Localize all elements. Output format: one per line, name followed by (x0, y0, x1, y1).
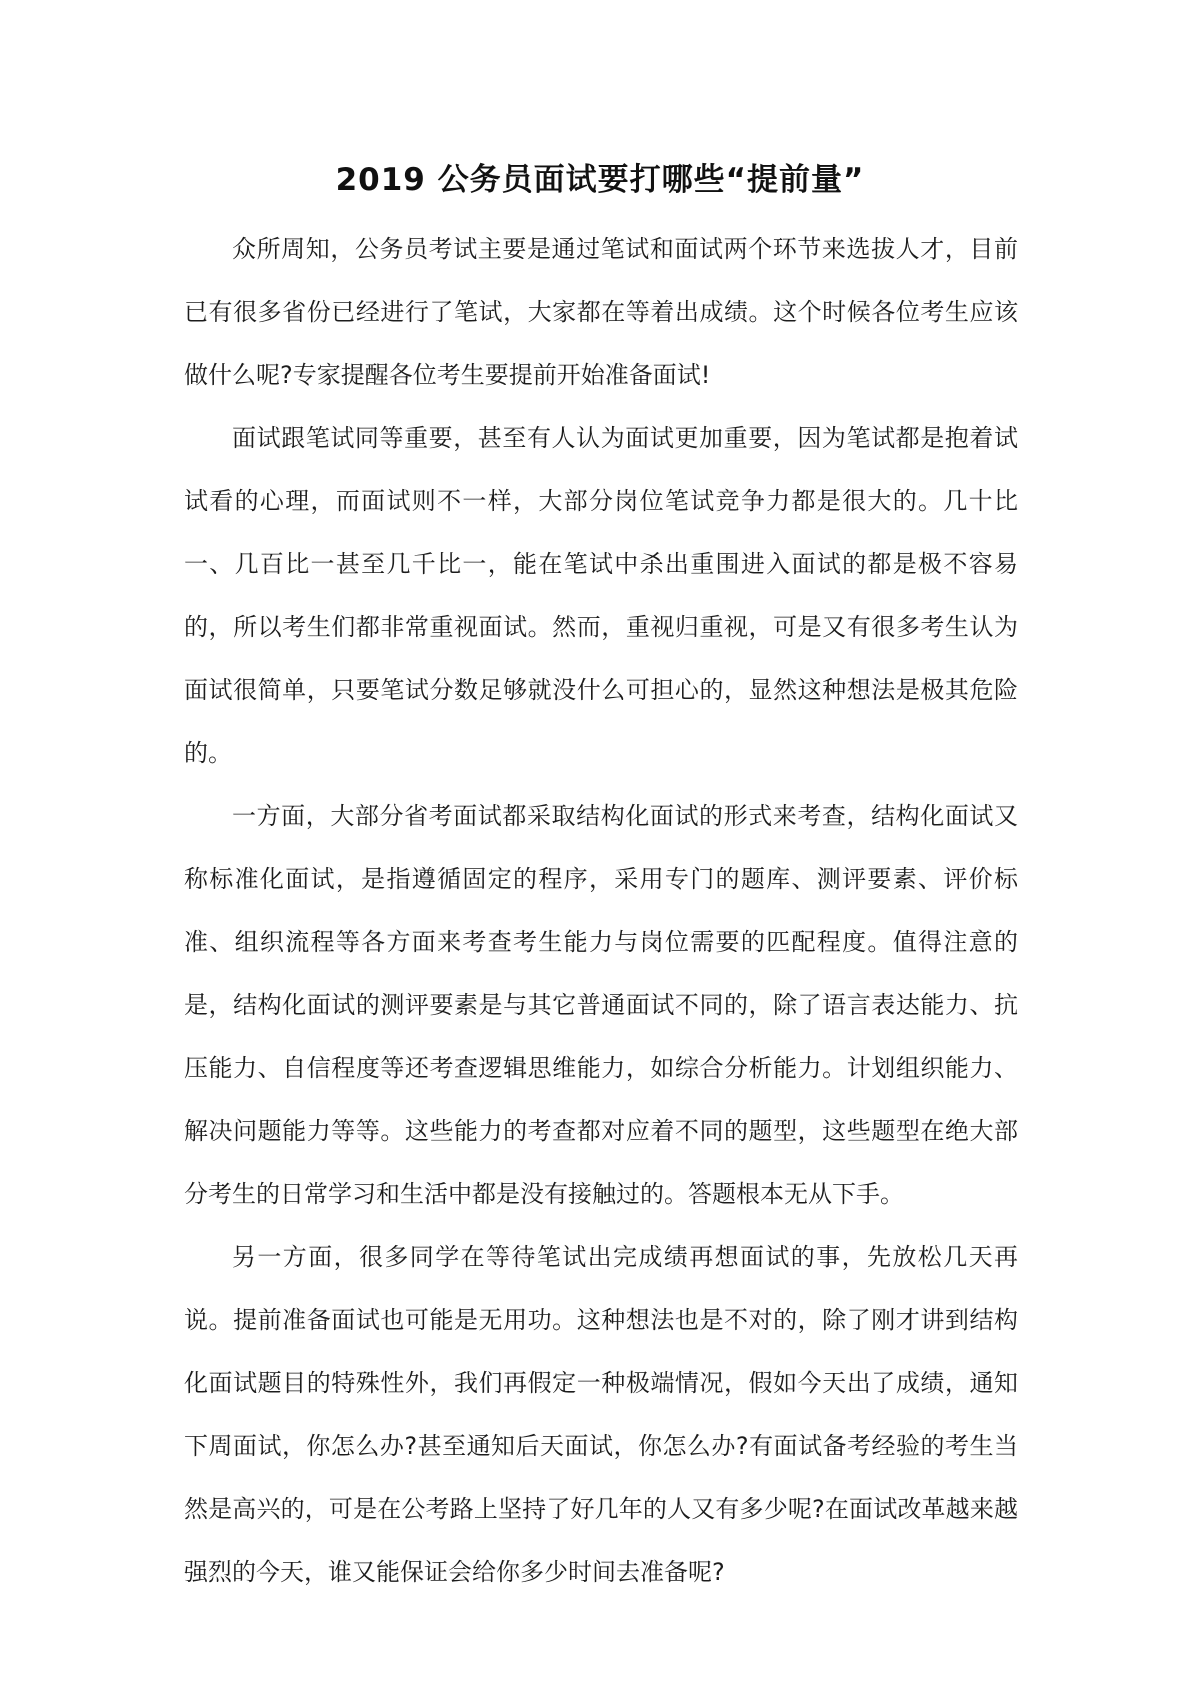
page-title: 2019 公务员面试要打哪些“提前量” (335, 162, 865, 198)
paragraph-3: 一方面，大部分省考面试都采取结构化面试的形式来考查，结构化面试又称标准化面试，是指遵循固定的程序，采用专门的题库、测评要素、评价标准、组织流程等各方面来考查考生能力与岗位需要的匹配程度。值得注意的是，结构化面试的测评要素是与其它普通面试不同的，除了语言表达能力、抗压能力、自信程度等还考查逻辑思维能力，如综合分析能力。计划组织能力、解决问题能力等等。这些能力的考查都对应着不同的题型，这些题型在绝大部分考生的日常学习和生活中都是没有接触过的。答题根本无从下手。 (184, 802, 1018, 1208)
paragraph-4: 另一方面，很多同学在等待笔试出完成绩再想面试的事，先放松几天再说。提前准备面试也可能是无用功。这种想法也是不对的，除了刚才讲到结构化面试题目的特殊性外，我们再假定一种极端情况，假如今天出了成绩，通知下周面试，你怎么办?甚至通知后天面试，你怎么办?有面试备考经验的考生当然是高兴的，可是在公考路上坚持了好几年的人又有多少呢?在面试改革越来越强烈的今天，谁又能保证会给你多少时间去准备呢? (184, 1243, 1018, 1586)
document-body (184, 218, 1018, 1604)
paragraph-2: 面试跟笔试同等重要，甚至有人认为面试更加重要，因为笔试都是抱着试试看的心理，而面试则不一样，大部分岗位笔试竞争力都是很大的。几十比一、几百比一甚至几千比一，能在笔试中杀出重围进入面试的都是极不容易的，所以考生们都非常重视面试。然而，重视归重视，可是又有很多考生认为面试很简单，只要笔试分数足够就没什么可担心的，显然这种想法是极其危险的。 (184, 424, 1018, 767)
paragraph-1: 众所周知，公务员考试主要是通过笔试和面试两个环节来选拔人才，目前已有很多省份已经进行了笔试，大家都在等着出成绩。这个时候各位考生应该做什么呢?专家提醒各位考生要提前开始准备面试! (184, 235, 1018, 389)
